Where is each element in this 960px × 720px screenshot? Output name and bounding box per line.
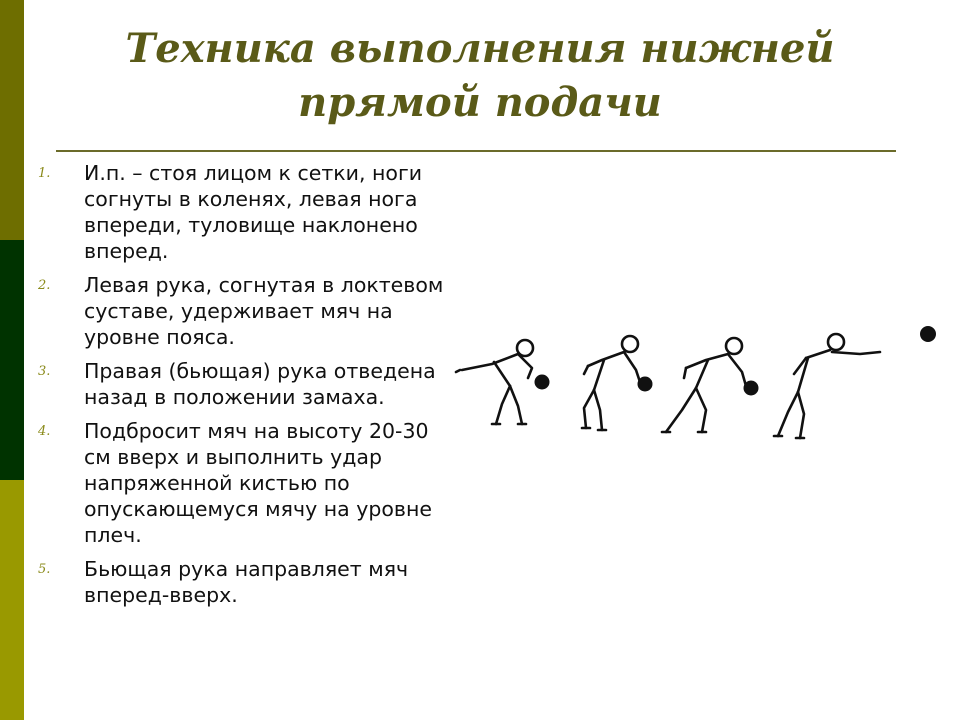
step-text: Бьющая рука направляет мяч вперед-вверх.	[84, 557, 409, 607]
steps-list	[36, 160, 461, 616]
volleyball-icon	[920, 326, 936, 342]
step-number: 5.	[38, 562, 51, 577]
sidebar-segment-top	[0, 0, 24, 240]
sidebar-segment-bottom	[0, 480, 24, 720]
sidebar-segment-middle	[0, 240, 24, 480]
step-text: Подбросит мяч на высоту 20-30 см вверх и выполнить удар напряженной кистью по опускающемуся мячу на уровне плеч.	[84, 419, 433, 547]
step-number: 1.	[38, 166, 51, 181]
step-text: Левая рука, согнутая в локтевом суставе, удерживает мяч на уровне пояса.	[84, 273, 444, 349]
serve-phase-3-figure	[662, 338, 746, 432]
step-item	[36, 418, 461, 548]
slide-title	[60, 22, 900, 130]
step-number: 4.	[38, 424, 51, 439]
serve-phase-1-figure	[456, 340, 533, 424]
volleyball-icon	[535, 375, 550, 390]
step-number: 2.	[38, 278, 51, 293]
volleyball-icon	[638, 377, 653, 392]
title-divider	[56, 150, 896, 152]
volleyball-icon	[744, 381, 759, 396]
step-number: 3.	[38, 364, 51, 379]
step-item	[36, 556, 461, 608]
slide-title-line-1: Техника выполнения нижней	[125, 25, 835, 72]
serve-phase-4-figure	[774, 334, 880, 438]
step-text: Правая (бьющая) рука отведена назад в положении замаха.	[84, 359, 436, 409]
step-text: И.п. – стоя лицом к сетки, ноги согнуты в коленях, левая нога впереди, туловище наклонено вперед.	[84, 161, 423, 263]
serve-phase-2-figure	[582, 336, 640, 430]
step-item	[36, 272, 461, 350]
slide-title-line-2: прямой подачи	[298, 79, 662, 126]
step-item	[36, 358, 461, 410]
serve-illustration	[452, 312, 952, 462]
step-item	[36, 160, 461, 264]
sidebar-accent	[0, 0, 24, 720]
